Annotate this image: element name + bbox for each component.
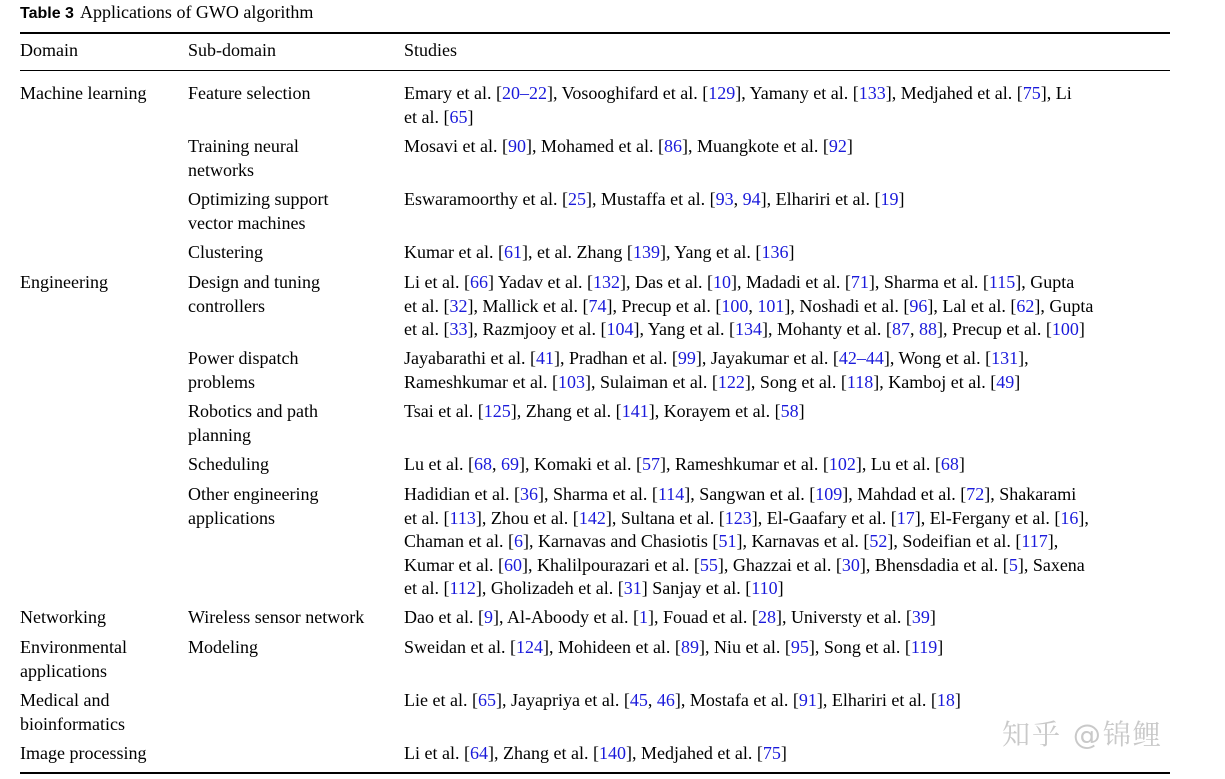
citation-link[interactable]: 125: [483, 401, 511, 421]
studies-cell: [404, 453, 1186, 477]
subdomain-cell: [188, 606, 407, 630]
citation-link[interactable]: 117: [1021, 531, 1048, 551]
cell-line: Kumar et al. [61], et al. Zhang [139], Yang et al. [136]: [404, 242, 795, 262]
citation-link[interactable]: 1: [638, 607, 648, 627]
citation-link[interactable]: 17: [896, 507, 915, 528]
subdomain-cell: [188, 636, 407, 660]
cell-line: Kumar et al. [60], Khalilpourazari et al. [55], Ghazzai et al. [30], Bhensdadia et al. [5], Saxena: [404, 554, 1085, 575]
citation-link[interactable]: 41: [535, 348, 554, 368]
citation-link[interactable]: 119: [910, 637, 938, 657]
domain-cell: [20, 689, 194, 736]
citation-link[interactable]: 94: [742, 189, 761, 209]
citation-link[interactable]: 114: [657, 484, 685, 504]
citation-link[interactable]: 39: [911, 607, 930, 627]
citation-link[interactable]: 102: [828, 454, 856, 474]
cell-line: planning: [188, 424, 251, 445]
citation-link[interactable]: 139: [632, 242, 660, 262]
studies-cell: [404, 188, 1186, 212]
studies-cell: [404, 606, 1186, 630]
citation-link[interactable]: 112: [449, 578, 476, 598]
subdomain-cell: [188, 347, 407, 394]
citation-link[interactable]: 49: [996, 371, 1015, 392]
cell-line: Clustering: [188, 242, 263, 262]
citation-link[interactable]: 92: [828, 136, 847, 156]
studies-cell: [404, 241, 1186, 265]
citation-link[interactable]: 68: [473, 454, 492, 474]
citation-link[interactable]: 113: [449, 507, 476, 528]
citation-link[interactable]: 110: [751, 578, 778, 598]
subdomain-cell: [188, 271, 407, 318]
cell-line: et al. [65]: [404, 106, 474, 127]
citation-link[interactable]: 32: [449, 295, 468, 316]
cell-line: Environmental: [20, 637, 127, 657]
cell-line: Li et al. [64], Zhang et al. [140], Medjahed et al. [75]: [404, 743, 787, 763]
citation-link[interactable]: 109: [815, 484, 843, 504]
cell-line: controllers: [188, 295, 265, 316]
cell-line: bioinformatics: [20, 713, 125, 734]
subdomain-cell: [188, 82, 407, 106]
citation-link[interactable]: 46: [656, 690, 675, 710]
citation-link[interactable]: 61: [503, 242, 522, 262]
domain-cell: [20, 742, 194, 766]
studies-cell: [404, 483, 1186, 601]
cell-line: Feature selection: [188, 83, 311, 103]
domain-cell: [20, 636, 194, 683]
studies-cell: [404, 400, 1186, 424]
citation-link[interactable]: 101: [757, 295, 785, 316]
citation-link[interactable]: 90: [507, 136, 526, 156]
citation-link[interactable]: 86: [663, 136, 682, 156]
citation-link[interactable]: 25: [567, 189, 586, 209]
cell-line: Rameshkumar et al. [103], Sulaiman et al. [122], Song et al. [118], Kamboj et al. [49]: [404, 371, 1021, 392]
citation-link[interactable]: 65: [477, 690, 496, 710]
subdomain-cell: [188, 188, 407, 235]
citation-link[interactable]: 115: [988, 272, 1016, 292]
cell-line: Image processing: [20, 743, 147, 763]
citation-link[interactable]: 6: [513, 531, 523, 551]
studies-cell: [404, 135, 1186, 159]
subdomain-cell: [188, 400, 407, 447]
cell-line: Training neural: [188, 136, 299, 156]
cell-line: vector machines: [188, 212, 306, 233]
citation-link[interactable]: 142: [578, 507, 606, 528]
citation-link[interactable]: 36: [519, 484, 538, 504]
cell-line: Lie et al. [65], Jayapriya et al. [45, 46], Mostafa et al. [91], Elhariri et al. [18]: [404, 690, 961, 710]
cell-line: Jayabarathi et al. [41], Pradhan et al. [99], Jayakumar et al. [42–44], Wong et al. [131],: [404, 348, 1029, 368]
studies-cell: [404, 271, 1186, 342]
watermark: 知乎 @锦鲤: [1002, 718, 1163, 751]
domain-cell: [20, 606, 194, 630]
citation-link[interactable]: 133: [858, 83, 886, 103]
citation-link[interactable]: 20–22: [501, 83, 547, 103]
header-studies: Studies: [404, 40, 458, 60]
citation-link[interactable]: 71: [850, 272, 869, 292]
cell-line: Optimizing support: [188, 189, 329, 209]
citation-link[interactable]: 103: [557, 371, 585, 392]
citation-link[interactable]: 95: [790, 637, 809, 657]
citation-link[interactable]: 132: [592, 272, 620, 292]
citation-link[interactable]: 122: [717, 371, 745, 392]
citation-link[interactable]: 62: [1016, 295, 1035, 316]
citation-link[interactable]: 30: [841, 554, 860, 575]
citation-link[interactable]: 91: [798, 690, 817, 710]
cell-line: Engineering: [20, 272, 108, 292]
cell-line: Robotics and path: [188, 401, 318, 421]
citation-link[interactable]: 10: [712, 272, 731, 292]
citation-link[interactable]: 96: [909, 295, 928, 316]
citation-link[interactable]: 123: [724, 507, 752, 528]
cell-line: et al. [112], Gholizadeh et al. [31] Sanjay et al. [110]: [404, 578, 784, 598]
cell-line: Other engineering: [188, 484, 319, 504]
citation-link[interactable]: 57: [641, 454, 660, 474]
table-caption-label: Table 3: [20, 5, 74, 22]
citation-link[interactable]: 33: [449, 319, 468, 339]
subdomain-cell: [188, 453, 407, 477]
cell-line: applications: [188, 507, 275, 528]
citation-link[interactable]: 55: [699, 554, 718, 575]
header-subdomain: Sub-domain: [188, 40, 276, 60]
studies-cell: [404, 636, 1186, 660]
subdomain-cell: [188, 483, 407, 530]
citation-link[interactable]: 19: [880, 189, 899, 209]
citation-link[interactable]: 52: [869, 531, 888, 551]
table-bottom-rule: [20, 772, 1170, 774]
citation-link[interactable]: 134: [734, 319, 762, 339]
cell-line: Dao et al. [9], Al-Aboody et al. [1], Fouad et al. [28], Universty et al. [39]: [404, 607, 936, 627]
citation-link[interactable]: 75: [1022, 83, 1041, 103]
citation-link[interactable]: 58: [780, 401, 799, 421]
citation-link[interactable]: 69: [500, 454, 519, 474]
citation-link[interactable]: 131: [991, 348, 1019, 368]
citation-link[interactable]: 74: [588, 295, 607, 316]
cell-line: Emary et al. [20–22], Vosooghifard et al. [129], Yamany et al. [133], Medjahed et al. [75], Li: [404, 83, 1072, 103]
citation-link[interactable]: 18: [936, 690, 955, 710]
citation-link[interactable]: 100: [1051, 319, 1079, 339]
citation-link[interactable]: 88: [918, 319, 937, 339]
studies-cell: [404, 347, 1186, 394]
citation-link[interactable]: 100: [721, 295, 749, 316]
cell-line: et al. [33], Razmjooy et al. [104], Yang et al. [134], Mohanty et al. [87, 88], Precup et al. [100]: [404, 319, 1085, 339]
header-domain: Domain: [20, 40, 78, 60]
cell-line: Eswaramoorthy et al. [25], Mustaffa et al. [93, 94], Elhariri et al. [19]: [404, 189, 905, 209]
citation-link[interactable]: 75: [762, 743, 781, 763]
citation-link[interactable]: 89: [680, 637, 699, 657]
cell-line: Hadidian et al. [36], Sharma et al. [114], Sangwan et al. [109], Mahdad et al. [72], Shakarami: [404, 484, 1077, 504]
cell-line: et al. [113], Zhou et al. [142], Sultana et al. [123], El-Gaafary et al. [17], El-Fergany et al. [16],: [404, 507, 1089, 528]
citation-link[interactable]: 66: [469, 272, 488, 292]
citation-link[interactable]: 60: [503, 554, 522, 575]
cell-line: Tsai et al. [125], Zhang et al. [141], Korayem et al. [58]: [404, 401, 805, 421]
citation-link[interactable]: 72: [966, 484, 985, 504]
citation-link[interactable]: 28: [757, 607, 776, 627]
studies-cell: [404, 689, 1186, 713]
cell-line: Networking: [20, 607, 106, 627]
table-header-rule: [20, 70, 1170, 71]
table-caption: [20, 2, 313, 23]
cell-line: Machine learning: [20, 83, 147, 103]
table-top-rule: [20, 32, 1170, 34]
cell-line: Mosavi et al. [90], Mohamed et al. [86], Muangkote et al. [92]: [404, 136, 853, 156]
domain-cell: [20, 82, 194, 106]
cell-line: Wireless sensor network: [188, 607, 365, 627]
citation-link[interactable]: 16: [1060, 507, 1079, 528]
citation-link[interactable]: 64: [469, 743, 488, 763]
cell-line: applications: [20, 660, 107, 681]
citation-link[interactable]: 68: [940, 454, 959, 474]
cell-line: Sweidan et al. [124], Mohideen et al. [89], Niu et al. [95], Song et al. [119]: [404, 637, 944, 657]
citation-link[interactable]: 99: [677, 348, 696, 368]
citation-link[interactable]: 129: [708, 83, 736, 103]
studies-cell: [404, 82, 1186, 129]
citation-link[interactable]: 9: [483, 607, 493, 627]
citation-link[interactable]: 118: [846, 371, 874, 392]
cell-line: et al. [32], Mallick et al. [74], Precup et al. [100, 101], Noshadi et al. [96], Lal et al. [62], Gupta: [404, 295, 1094, 316]
citation-link[interactable]: 124: [515, 637, 543, 657]
citation-link[interactable]: 87: [891, 319, 910, 339]
subdomain-cell: [188, 241, 407, 265]
subdomain-cell: [188, 135, 407, 182]
citation-link[interactable]: 42–44: [838, 348, 884, 368]
citation-link[interactable]: 51: [718, 531, 737, 551]
citation-link[interactable]: 140: [598, 743, 626, 763]
cell-line: networks: [188, 159, 254, 180]
citation-link[interactable]: 65: [449, 106, 468, 127]
cell-line: Scheduling: [188, 454, 269, 474]
table-caption-text: Applications of GWO algorithm: [79, 2, 314, 22]
citation-link[interactable]: 93: [715, 189, 734, 209]
citation-link[interactable]: 45: [629, 690, 648, 710]
cell-line: Lu et al. [68, 69], Komaki et al. [57], Rameshkumar et al. [102], Lu et al. [68]: [404, 454, 965, 474]
cell-line: Li et al. [66] Yadav et al. [132], Das et al. [10], Madadi et al. [71], Sharma et al. [115], Gupta: [404, 272, 1075, 292]
citation-link[interactable]: 141: [621, 401, 649, 421]
cell-line: Chaman et al. [6], Karnavas and Chasiotis [51], Karnavas et al. [52], Sodeifian et al. [117],: [404, 531, 1059, 551]
cell-line: Modeling: [188, 637, 258, 657]
domain-cell: [20, 271, 194, 295]
citation-link[interactable]: 104: [606, 319, 634, 339]
cell-line: Medical and: [20, 690, 110, 710]
cell-line: problems: [188, 371, 255, 392]
cell-line: Design and tuning: [188, 272, 320, 292]
citation-link[interactable]: 5: [1008, 554, 1018, 575]
citation-link[interactable]: 31: [623, 578, 642, 598]
citation-link[interactable]: 136: [761, 242, 789, 262]
cell-line: Power dispatch: [188, 348, 299, 368]
